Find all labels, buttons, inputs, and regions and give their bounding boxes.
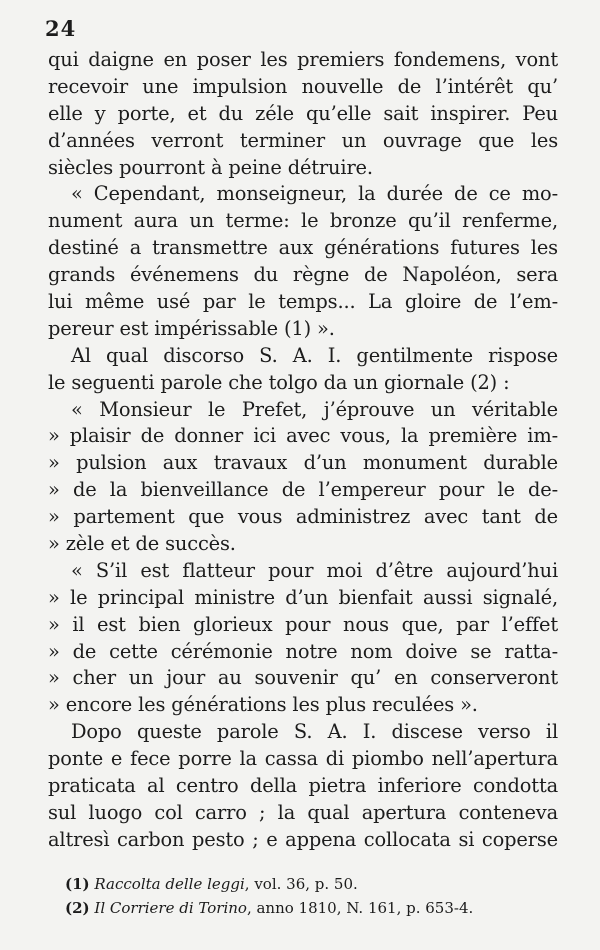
text-line-26: Dopo queste parole S. A. I. discese verso il [71,720,558,744]
text-line-16: » pulsion aux travaux d’un monument durable [48,451,558,475]
body-text [48,47,558,854]
page-number: 24 [45,16,77,41]
footnote-source-title: Il Corriere di Torino [94,899,247,917]
text-line-13: le seguenti parole che tolgo da un giornale (2) : [48,370,510,394]
text-line-5: siècles pourront à peine détruire. [48,155,373,179]
text-line-19: » zèle et de succès. [48,532,236,556]
text-line-10: lui même usé par le temps... La gloire de l’em- [48,290,558,314]
text-line-27: ponte e fece porre la cassa di piombo nell’apertura [48,747,558,771]
text-line-9: grands événemens du règne de Napoléon, sera [48,263,558,287]
footnote-source-details: , anno 1810, N. 161, p. 653-4. [246,899,474,917]
text-line-12: Al qual discorso S. A. I. gentilmente rispose [71,343,558,367]
text-line-15: » plaisir de donner ici avec vous, la première im- [48,424,558,448]
text-line-24: » cher un jour au souvenir qu’ en conserveront [48,666,558,690]
text-line-30: altresì carbon pesto ; e appena collocata si coperse [48,827,558,851]
footnote-2 [65,896,540,920]
text-line-11: pereur est impérissable (1) ». [48,316,335,340]
text-line-25: » encore les générations les plus reculées ». [48,693,478,717]
text-line-21: » le principal ministre d’un bienfait aussi signalé, [48,585,558,609]
text-line-4: d’années verront terminer un ouvrage que les [48,128,558,152]
footnotes [65,872,540,920]
text-line-3: elle y porte, et du zéle qu’elle sait inspirer. Peu [48,101,558,125]
footnote-marker: (2) [65,899,90,917]
text-line-1: qui daigne en poser les premiers fondemens, vont [48,48,558,71]
footnote-source-title: Raccolta delle leggi [94,875,245,893]
text-line-8: destiné a transmettre aux générations futures les [48,236,558,260]
text-line-23: » de cette cérémonie notre nom doive se ratta- [48,639,558,663]
footnote-source-details: , vol. 36, p. 50. [244,875,358,893]
footnote-marker: (1) [65,875,90,893]
text-line-22: » il est bien glorieux pour nous que, par l’effet [48,612,558,636]
text-line-29: sul luogo col carro ; la qual apertura conteneva [48,800,558,824]
text-line-7: nument aura un terme: le bronze qu’il renferme, [48,209,558,233]
text-line-20: « S’il est flatteur pour moi d’être aujourd’hui [71,558,558,582]
text-line-28: praticata al centro della pietra inferiore condotta [48,774,558,798]
text-line-18: » partement que vous administrez avec tant de [48,505,558,529]
text-line-17: » de la bienveillance de l’empereur pour le de- [48,478,558,502]
text-line-2: recevoir une impulsion nouvelle de l’intérêt qu’ [48,74,558,98]
text-line-6: « Cependant, monseigneur, la durée de ce mo- [71,182,558,206]
text-line-14: « Monsieur le Prefet, j’éprouve un véritable [71,397,558,421]
footnote-1 [65,872,540,896]
